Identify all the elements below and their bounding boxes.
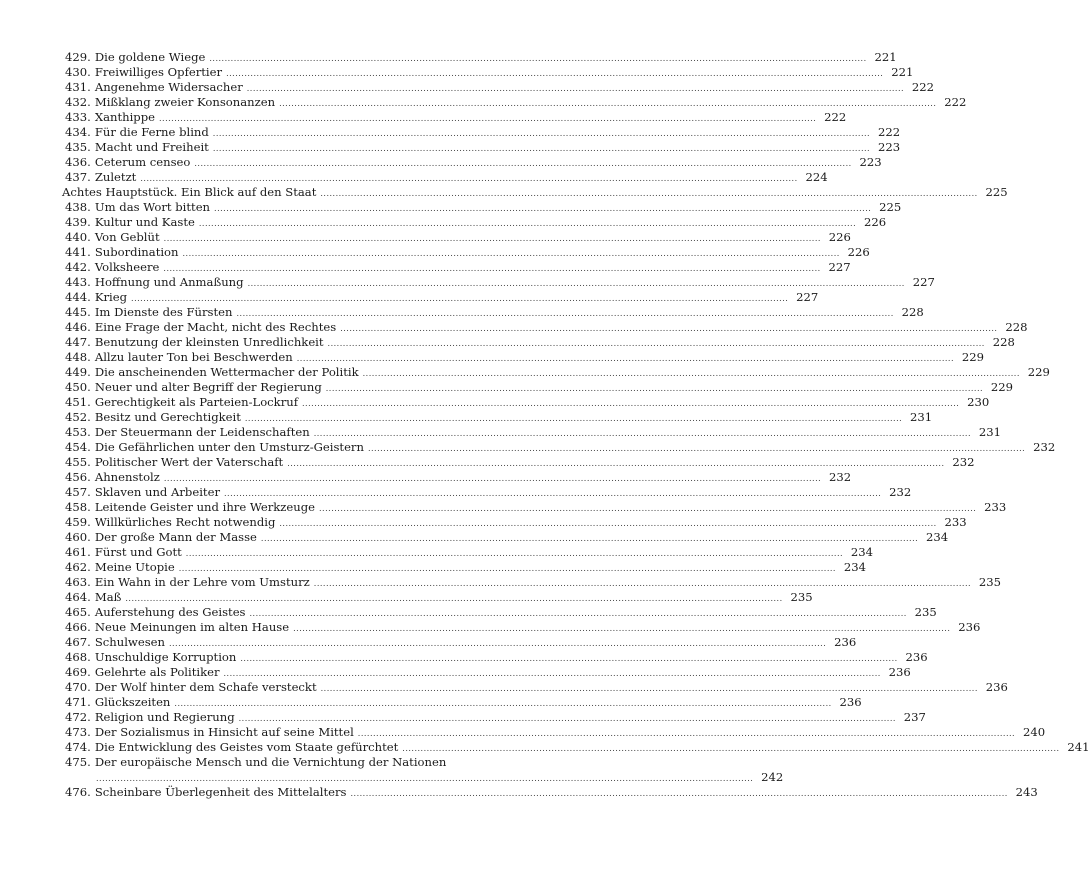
toc-entry-page: 225	[985, 185, 1008, 199]
toc-entry[interactable]	[62, 425, 1001, 440]
toc-entry[interactable]	[62, 125, 901, 140]
toc-entry-number: 475.	[65, 755, 91, 769]
toc-entry-title: Die Entwicklung des Geistes vom Staate gefürchtet	[94, 740, 399, 754]
toc-entry-title: Unschuldige Korruption	[94, 650, 237, 664]
toc-entry-page: 227	[796, 290, 819, 304]
toc-entry[interactable]	[62, 65, 914, 80]
dot-leader	[140, 171, 797, 186]
toc-entry-title: Politischer Wert der Vaterschaft	[94, 455, 284, 469]
toc-entry-title: Subordination	[94, 245, 179, 259]
toc-entry-number: 448.	[65, 350, 91, 364]
toc-entry[interactable]	[62, 140, 901, 155]
toc-entry-title: Krieg	[94, 290, 128, 304]
toc-entry-title: Ceterum censeo	[94, 155, 191, 169]
toc-entry-number: 467.	[65, 635, 91, 649]
toc-entry-page: 222	[944, 95, 967, 109]
toc-entry-title: Fürst und Gott	[94, 545, 182, 559]
toc-entry[interactable]	[62, 200, 902, 215]
dot-leader	[314, 426, 971, 441]
dot-leader	[213, 126, 870, 141]
toc-entry-title: Neuer und alter Begriff der Regierung	[94, 380, 322, 394]
toc-entry-title: Macht und Freiheit	[94, 140, 209, 154]
toc-entry-number: 460.	[65, 530, 91, 544]
toc-entry[interactable]	[62, 80, 935, 95]
toc-entry-page: 231	[910, 410, 933, 424]
dot-leader	[302, 396, 959, 411]
toc-entry-page: 234	[850, 545, 874, 559]
toc-entry-page: 236	[839, 695, 862, 709]
toc-entry[interactable]	[62, 335, 1015, 350]
toc-entry-number: 446.	[65, 320, 91, 334]
toc-entry[interactable]	[62, 395, 990, 410]
toc-entry-page: 241	[1067, 740, 1090, 754]
toc-entry-page: 232	[829, 470, 852, 484]
dot-leader	[159, 111, 816, 126]
dot-leader	[261, 531, 918, 546]
toc-entry-page: 222	[824, 110, 847, 124]
toc-entry-title: Für die Ferne blind	[94, 125, 209, 139]
toc-entry-title: Im Dienste des Fürsten	[94, 305, 233, 319]
toc-entry[interactable]	[62, 545, 874, 560]
dot-leader	[164, 471, 821, 486]
toc-entry[interactable]	[62, 590, 813, 605]
toc-entry-title: Hoffnung und Anmaßung	[94, 275, 244, 289]
toc-entry-page: 232	[952, 455, 975, 469]
toc-entry[interactable]	[62, 680, 1008, 695]
toc-entry[interactable]	[62, 515, 967, 530]
toc-entry-title: Religion und Regierung	[94, 710, 235, 724]
toc-entry-number: 439.	[65, 215, 91, 229]
toc-entry[interactable]	[62, 530, 949, 545]
toc-entry-title: Um das Wort bitten	[94, 200, 211, 214]
toc-entry-title: Ahnenstolz	[94, 470, 160, 484]
toc-entry[interactable]	[62, 635, 857, 650]
toc-entry-number: 465.	[65, 605, 91, 619]
toc-entry[interactable]	[62, 365, 1050, 380]
toc-entry-number: 434.	[65, 125, 91, 139]
toc-entry-title: Die anscheinenden Wettermacher der Politik	[94, 365, 359, 379]
toc-entry[interactable]	[62, 575, 1002, 590]
toc-entry-page: 226	[864, 215, 887, 229]
dot-leader	[213, 141, 870, 156]
toc-entry-title: Sklaven und Arbeiter	[94, 485, 220, 499]
toc-entry-number: 443.	[65, 275, 91, 289]
table-of-contents	[62, 50, 1090, 800]
toc-entry[interactable]	[62, 485, 912, 500]
toc-entry-page: 225	[879, 200, 902, 214]
toc-entry-page: 236	[905, 650, 928, 664]
toc-entry-page: 231	[978, 425, 1001, 439]
dot-leader	[340, 321, 997, 336]
dot-leader	[174, 696, 831, 711]
toc-entry-title: Eine Frage der Macht, nicht des Rechtes	[94, 320, 337, 334]
dot-leader	[245, 411, 902, 426]
toc-chapter-entry[interactable]	[62, 185, 1008, 200]
dot-leader	[319, 501, 976, 516]
toc-entry-page: 228	[992, 335, 1015, 349]
dot-leader	[226, 66, 883, 81]
toc-entry-number: 456.	[65, 470, 91, 484]
toc-entry-number: 461.	[65, 545, 91, 559]
toc-entry-number: 463.	[65, 575, 91, 589]
toc-entry-page: 223	[877, 140, 901, 154]
dot-leader	[320, 186, 977, 201]
toc-entry[interactable]	[62, 155, 882, 170]
toc-entry-title: Willkürliches Recht notwendig	[94, 515, 276, 529]
toc-entry-number: 468.	[65, 650, 91, 664]
dot-leader	[199, 216, 856, 231]
toc-entry-page: 234	[926, 530, 949, 544]
toc-entry-title: Scheinbare Überlegenheit des Mittelalters	[94, 785, 347, 799]
toc-entry[interactable]	[62, 620, 981, 635]
toc-entry-title: Der Wolf hinter dem Schafe versteckt	[94, 680, 317, 694]
toc-entry-number: 438.	[65, 200, 91, 214]
toc-entry-title: Freiwilliges Opfertier	[94, 65, 223, 79]
toc-entry-number: 472.	[65, 710, 91, 724]
toc-entry-page: 236	[958, 620, 981, 634]
toc-entry-title: Meine Utopie	[94, 560, 175, 574]
dot-leader	[239, 711, 896, 726]
toc-entry[interactable]	[62, 275, 935, 290]
toc-entry-title: Gelehrte als Politiker	[94, 665, 220, 679]
toc-entry-number: 458.	[65, 500, 91, 514]
toc-entry[interactable]	[62, 230, 851, 245]
toc-entry-title: Zuletzt	[94, 170, 137, 184]
toc-entry-number: 433.	[65, 110, 91, 124]
toc-entry-number: 435.	[65, 140, 91, 154]
dot-leader	[186, 546, 843, 561]
dot-leader	[224, 486, 881, 501]
dot-leader	[214, 201, 871, 216]
toc-entry-title: Die Gefährlichen unter den Umsturz-Geistern	[94, 440, 364, 454]
toc-entry-number: 442.	[65, 260, 91, 274]
toc-entry-number: 452.	[65, 410, 91, 424]
toc-entry-number: 455.	[65, 455, 91, 469]
dot-leader	[250, 606, 907, 621]
dot-leader	[236, 306, 893, 321]
dot-leader	[209, 51, 866, 66]
toc-entry[interactable]	[62, 740, 1090, 755]
toc-entry-page: 233	[944, 515, 967, 529]
toc-entry-number: 462.	[65, 560, 91, 574]
toc-entry-title: Ein Wahn in der Lehre vom Umsturz	[94, 575, 310, 589]
toc-entry-number: 450.	[65, 380, 91, 394]
toc-entry-page: 227	[912, 275, 935, 289]
toc-entry-title: Der Sozialismus in Hinsicht auf seine Mittel	[94, 725, 354, 739]
toc-entry-page: 226	[847, 245, 870, 259]
toc-entry[interactable]	[62, 290, 819, 305]
toc-entry-number: 454.	[65, 440, 91, 454]
toc-entry-page: 228	[901, 305, 924, 319]
toc-entry-number: 466.	[65, 620, 91, 634]
toc-entry-page: 222	[877, 125, 901, 139]
dot-leader	[125, 591, 782, 606]
dot-leader	[293, 621, 950, 636]
toc-entry-page: 221	[874, 50, 897, 64]
dot-leader	[279, 96, 936, 111]
toc-entry[interactable]	[62, 170, 828, 185]
toc-entry-page: 229	[961, 350, 985, 364]
toc-entry-page: 235	[914, 605, 937, 619]
toc-entry[interactable]	[62, 260, 851, 275]
toc-entry-title: Die goldene Wiege	[94, 50, 206, 64]
toc-entry-number: 453.	[65, 425, 91, 439]
toc-entry-number: 430.	[65, 65, 91, 79]
toc-entry-number: 440.	[65, 230, 91, 244]
toc-entry-title: Gerechtigkeit als Parteien-Lockruf	[94, 395, 299, 409]
toc-entry[interactable]	[62, 665, 911, 680]
toc-entry-title: Mißklang zweier Konsonanzen	[94, 95, 276, 109]
toc-entry-page: 227	[828, 260, 851, 274]
dot-leader	[328, 336, 985, 351]
dot-leader	[131, 291, 788, 306]
dot-leader	[169, 636, 826, 651]
toc-entry-page: 237	[903, 710, 926, 724]
dot-leader	[183, 246, 840, 261]
toc-entry[interactable]	[62, 215, 887, 230]
toc-entry-number: 445.	[65, 305, 91, 319]
toc-entry-title: Von Geblüt	[94, 230, 160, 244]
toc-entry-title: Leitende Geister und ihre Werkzeuge	[94, 500, 316, 514]
dot-leader	[247, 81, 904, 96]
toc-entry-number: 471.	[65, 695, 91, 709]
toc-entry-page: 226	[828, 230, 851, 244]
toc-entry[interactable]	[62, 380, 1014, 395]
toc-entry-title: Auferstehung des Geistes	[94, 605, 246, 619]
toc-entry-number: 470.	[65, 680, 91, 694]
toc-entry-number: 473.	[65, 725, 91, 739]
toc-entry-title: Angenehme Widersacher	[94, 80, 243, 94]
toc-entry-title: Maß	[94, 590, 122, 604]
toc-entry-page: 235	[790, 590, 813, 604]
dot-leader	[368, 441, 1025, 456]
toc-entry[interactable]	[62, 455, 975, 470]
toc-entry-page: 224	[805, 170, 828, 184]
toc-entry-page: 230	[967, 395, 990, 409]
toc-entry[interactable]	[62, 245, 870, 260]
toc-entry-title: Volksheere	[94, 260, 160, 274]
dot-leader	[358, 726, 1015, 741]
toc-entry-page: 236	[985, 680, 1008, 694]
toc-entry-number: 437.	[65, 170, 91, 184]
toc-entry[interactable]	[62, 95, 967, 110]
toc-entry-page: 229	[1027, 365, 1050, 379]
toc-entry-number: 449.	[65, 365, 91, 379]
toc-entry-number: 459.	[65, 515, 91, 529]
toc-entry-number: 451.	[65, 395, 91, 409]
dot-leader	[297, 351, 954, 366]
toc-entry[interactable]	[62, 605, 937, 620]
toc-entry-page: 242	[761, 770, 784, 784]
toc-entry[interactable]	[62, 470, 852, 485]
dot-leader	[321, 681, 978, 696]
dot-leader	[164, 231, 821, 246]
toc-entry[interactable]	[62, 410, 933, 425]
toc-entry-title: Benutzung der kleinsten Unredlichkeit	[94, 335, 324, 349]
toc-entry-page: 236	[888, 665, 911, 679]
dot-leader	[287, 456, 944, 471]
toc-entry-title: Glückszeiten	[94, 695, 171, 709]
toc-entry-title: Xanthippe	[94, 110, 155, 124]
toc-entry-page: 229	[990, 380, 1014, 394]
toc-entry-title: Der große Mann der Masse	[94, 530, 257, 544]
toc-entry[interactable]	[62, 500, 1007, 515]
toc-chapter-title: Achtes Hauptstück. Ein Blick auf den Staat	[62, 185, 317, 199]
dot-leader	[248, 276, 905, 291]
toc-entry-page: 228	[1005, 320, 1028, 334]
dot-leader	[163, 261, 820, 276]
toc-entry-page: 236	[834, 635, 857, 649]
toc-entry-page: 232	[1033, 440, 1056, 454]
toc-entry[interactable]	[62, 650, 928, 665]
toc-entry-number: 441.	[65, 245, 91, 259]
toc-entry-number: 444.	[65, 290, 91, 304]
toc-entry-number: 457.	[65, 485, 91, 499]
toc-entry[interactable]	[62, 440, 1056, 455]
toc-entry[interactable]	[62, 560, 866, 575]
toc-entry-page: 232	[889, 485, 912, 499]
dot-leader	[224, 666, 881, 681]
toc-entry-title: Allzu lauter Ton bei Beschwerden	[94, 350, 293, 364]
toc-entry[interactable]	[62, 710, 926, 725]
dot-leader	[179, 561, 836, 576]
toc-entry-title: Der europäische Mensch und die Vernichtung der Nationen	[94, 755, 447, 769]
toc-entry[interactable]	[62, 50, 897, 65]
toc-entry-number: 476.	[65, 785, 91, 799]
dot-leader	[363, 366, 1020, 381]
toc-entry-title: Der Steuermann der Leidenschaften	[94, 425, 310, 439]
toc-entry[interactable]	[62, 305, 924, 320]
dot-leader	[240, 651, 897, 666]
toc-entry[interactable]	[62, 110, 847, 125]
dot-leader	[194, 156, 851, 171]
toc-entry-number: 436.	[65, 155, 91, 169]
toc-entry[interactable]	[62, 320, 1028, 335]
toc-entry[interactable]	[62, 350, 985, 365]
dot-leader	[351, 786, 1008, 801]
dot-leader	[314, 576, 971, 591]
toc-entry-title: Besitz und Gerechtigkeit	[94, 410, 241, 424]
toc-entry-title: Neue Meinungen im alten Hause	[94, 620, 290, 634]
toc-entry[interactable]	[62, 785, 1038, 800]
toc-entry-page: 235	[978, 575, 1002, 589]
toc-entry-page: 233	[984, 500, 1007, 514]
toc-entry-title: Schulwesen	[94, 635, 165, 649]
toc-entry-page: 243	[1015, 785, 1038, 799]
dot-leader	[279, 516, 936, 531]
toc-entry-page: 222	[911, 80, 935, 94]
dot-leader	[326, 381, 983, 396]
toc-entry-title: Kultur und Kaste	[94, 215, 195, 229]
toc-entry-page: 240	[1022, 725, 1046, 739]
toc-entry-number: 464.	[65, 590, 91, 604]
toc-entry-page: 234	[843, 560, 866, 574]
toc-entry[interactable]	[62, 725, 1046, 740]
toc-entry[interactable]	[62, 755, 784, 785]
toc-entry[interactable]	[62, 695, 862, 710]
toc-entry-number: 474.	[65, 740, 91, 754]
dot-leader	[96, 771, 753, 786]
toc-entry-number: 432.	[65, 95, 91, 109]
toc-entry-number: 469.	[65, 665, 91, 679]
toc-entry-number: 431.	[65, 80, 91, 94]
toc-entry-page: 221	[891, 65, 914, 79]
dot-leader	[402, 741, 1059, 756]
toc-entry-page: 223	[859, 155, 882, 169]
toc-entry-number: 429.	[65, 50, 91, 64]
toc-entry-number: 447.	[65, 335, 91, 349]
